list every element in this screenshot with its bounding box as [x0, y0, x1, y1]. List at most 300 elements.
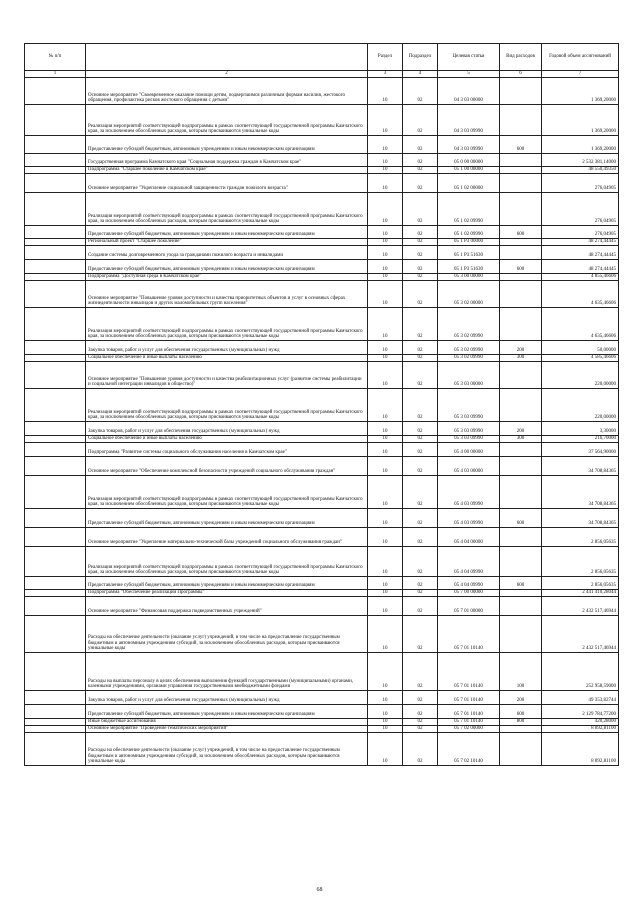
- cell-expense-type: [500, 239, 542, 246]
- cell-razdel: 10: [368, 226, 403, 239]
- cell-razdel: 10: [368, 105, 403, 136]
- cell-podrazdel: 02: [403, 547, 438, 577]
- cell-target: 05 1 P3 00000: [438, 239, 500, 246]
- cell-expense-type: [500, 105, 542, 136]
- cell-name: Основное мероприятие "Обеспечение комплексной безопасности учреждений социального обслуживания граждан": [86, 457, 368, 476]
- cell-expense-type: [500, 362, 542, 389]
- cell-razdel: 10: [368, 547, 403, 577]
- cell-target: 05 7 01 10140: [438, 691, 500, 705]
- cell-amount: 1 369,20000: [542, 78, 619, 105]
- cell-expense-type: [500, 308, 542, 341]
- cell-expense-type: 300: [500, 436, 542, 443]
- column-number: 6: [500, 71, 542, 78]
- cell-amount: 216,70000: [542, 436, 619, 443]
- cell-podrazdel: 02: [403, 719, 438, 726]
- cell-target: 05 1 P3 51630: [438, 260, 500, 274]
- cell-expense-type: [500, 597, 542, 616]
- cell-podrazdel: 02: [403, 174, 438, 193]
- table-row: [25, 389, 619, 422]
- table-row: [25, 260, 619, 274]
- cell-target: 05 1 00 00000: [438, 167, 500, 174]
- cell-razdel: 10: [368, 616, 403, 653]
- cell-target: 05 1 02 00000: [438, 174, 500, 193]
- cell-target: 05 3 02 09990: [438, 341, 500, 355]
- cell-number: [25, 167, 86, 174]
- cell-name: Основное мероприятие "Своевременное оказание помощи детям, подвергшимся различным формам насилия, жестокого обращения, профилактика рисков жестокого обращения с детьми": [86, 78, 368, 105]
- cell-name: Реализация мероприятий соответствующей подпрограммы в рамках соответствующей государственной программы Камчатского края, за исключением обособленных расходов, которым присваиваются уникальные коды: [86, 193, 368, 226]
- cell-podrazdel: 02: [403, 691, 438, 705]
- cell-name: Подпрограмма "Доступная среда в Камчатском крае": [86, 274, 368, 281]
- cell-number: [25, 154, 86, 167]
- cell-name: Основное мероприятие "Финансовая поддержка подведомственных учреждений": [86, 597, 368, 616]
- cell-number: [25, 457, 86, 476]
- cell-target: 05 4 04 09990: [438, 577, 500, 590]
- cell-name: Иные бюджетные ассигнования: [86, 719, 368, 726]
- cell-target: 05 7 00 00000: [438, 590, 500, 597]
- cell-name: Реализация мероприятий соответствующей подпрограммы в рамках соответствующей государственной программы Камчатского края, за исключением обособленных расходов, которым присваиваются уникальные коды: [86, 105, 368, 136]
- cell-amount: 3,30000: [542, 422, 619, 436]
- cell-number: [25, 509, 86, 528]
- table-row: [25, 726, 619, 733]
- cell-expense-type: [500, 547, 542, 577]
- cell-number: [25, 274, 86, 281]
- cell-number: [25, 362, 86, 389]
- cell-amount: 4 585,46606: [542, 355, 619, 362]
- cell-target: 05 3 03 09990: [438, 422, 500, 436]
- col-header-number: № п/п: [25, 44, 86, 71]
- table-row: [25, 528, 619, 547]
- cell-razdel: 10: [368, 389, 403, 422]
- cell-podrazdel: 02: [403, 422, 438, 436]
- table-row: [25, 167, 619, 174]
- cell-razdel: 10: [368, 193, 403, 226]
- cell-number: [25, 136, 86, 154]
- cell-razdel: 10: [368, 308, 403, 341]
- cell-target: 05 3 00 00000: [438, 274, 500, 281]
- table-row: [25, 355, 619, 362]
- cell-number: [25, 733, 86, 766]
- table-row: [25, 457, 619, 476]
- cell-podrazdel: 02: [403, 246, 438, 260]
- cell-amount: 2 856,05635: [542, 528, 619, 547]
- cell-name: Основное мероприятие "Повышение уровня доступности и качества приоритетных объектов и услуг в основных сферах жизнедеятельности инвалидов и других маломобильных групп населения": [86, 281, 368, 308]
- cell-amount: 2 432 517,46944: [542, 597, 619, 616]
- cell-razdel: 10: [368, 443, 403, 457]
- cell-name: Предоставление субсидий бюджетным, автономным учреждениям и иным некоммерческим организациям: [86, 136, 368, 154]
- cell-expense-type: 600: [500, 226, 542, 239]
- cell-name: Основное мероприятие "Проведение тематических мероприятий": [86, 726, 368, 733]
- cell-podrazdel: 02: [403, 239, 438, 246]
- cell-podrazdel: 02: [403, 733, 438, 766]
- table-row: [25, 509, 619, 528]
- cell-amount: 4 855,46606: [542, 274, 619, 281]
- cell-razdel: 10: [368, 341, 403, 355]
- table-row: [25, 281, 619, 308]
- cell-target: 05 7 01 10140: [438, 616, 500, 653]
- cell-podrazdel: 02: [403, 260, 438, 274]
- cell-expense-type: 600: [500, 260, 542, 274]
- cell-target: 05 1 02 09990: [438, 226, 500, 239]
- cell-razdel: 10: [368, 476, 403, 509]
- cell-podrazdel: 02: [403, 78, 438, 105]
- cell-expense-type: [500, 154, 542, 167]
- cell-name: Закупка товаров, работ и услуг для обеспечения государственных (муниципальных) нужд: [86, 341, 368, 355]
- table-row: [25, 136, 619, 154]
- column-number: 4: [403, 71, 438, 78]
- cell-razdel: 10: [368, 509, 403, 528]
- table-row: [25, 239, 619, 246]
- cell-target: 05 3 03 00000: [438, 362, 500, 389]
- cell-podrazdel: 02: [403, 355, 438, 362]
- cell-expense-type: 800: [500, 719, 542, 726]
- cell-razdel: 10: [368, 422, 403, 436]
- cell-razdel: 10: [368, 78, 403, 105]
- cell-podrazdel: 02: [403, 616, 438, 653]
- cell-razdel: 10: [368, 154, 403, 167]
- cell-amount: 34 708,84365: [542, 476, 619, 509]
- cell-name: Предоставление субсидий бюджетным, автономным учреждениям и иным некоммерческим организациям: [86, 577, 368, 590]
- cell-razdel: 10: [368, 597, 403, 616]
- cell-amount: 2 441 410,28044: [542, 590, 619, 597]
- cell-podrazdel: 02: [403, 590, 438, 597]
- cell-expense-type: [500, 281, 542, 308]
- cell-amount: 2 432 517,46944: [542, 616, 619, 653]
- cell-name: Создание системы долговременного ухода за гражданами пожилого возраста и инвалидами: [86, 246, 368, 260]
- cell-amount: 8 892,81100: [542, 733, 619, 766]
- cell-target: 05 4 00 00000: [438, 443, 500, 457]
- cell-razdel: 10: [368, 167, 403, 174]
- table-row: [25, 422, 619, 436]
- cell-podrazdel: 02: [403, 705, 438, 719]
- cell-amount: 48 274,44445: [542, 239, 619, 246]
- cell-target: 05 4 04 00000: [438, 528, 500, 547]
- budget-document: [24, 43, 618, 766]
- cell-expense-type: [500, 174, 542, 193]
- table-row: [25, 719, 619, 726]
- cell-amount: 420,28000: [542, 719, 619, 726]
- cell-name: Основное мероприятие "Укрепление материально-технической базы учреждений социального обслуживания граждан": [86, 528, 368, 547]
- cell-number: [25, 705, 86, 719]
- cell-razdel: 10: [368, 590, 403, 597]
- cell-amount: 34 708,84365: [542, 457, 619, 476]
- cell-podrazdel: 02: [403, 653, 438, 691]
- cell-amount: 34 708,84365: [542, 509, 619, 528]
- cell-podrazdel: 02: [403, 167, 438, 174]
- cell-number: [25, 281, 86, 308]
- table-row: [25, 362, 619, 389]
- cell-target: 05 1 P3 51630: [438, 246, 500, 260]
- cell-razdel: 10: [368, 733, 403, 766]
- col-header-podrazdel: Подраздел: [403, 44, 438, 71]
- cell-number: [25, 616, 86, 653]
- table-row: [25, 691, 619, 705]
- column-number: 1: [25, 71, 86, 78]
- table-row: [25, 274, 619, 281]
- cell-name: Реализация мероприятий соответствующей подпрограммы в рамках соответствующей государственной программы Камчатского края, за исключением обособленных расходов, которым присваиваются уникальные коды: [86, 476, 368, 509]
- cell-podrazdel: 02: [403, 105, 438, 136]
- col-header-target: Целевая статья: [438, 44, 500, 71]
- table-body: [25, 78, 619, 766]
- table-row: [25, 476, 619, 509]
- table-row: [25, 436, 619, 443]
- cell-target: 05 7 02 00000: [438, 726, 500, 733]
- table-row: [25, 547, 619, 577]
- table-row: [25, 590, 619, 597]
- cell-name: Государственная программа Камчатского края "Социальная поддержка граждан в Камчатском крае": [86, 154, 368, 167]
- cell-amount: 2 532 381,14000: [542, 154, 619, 167]
- cell-amount: 252 958,59000: [542, 653, 619, 691]
- cell-expense-type: [500, 193, 542, 226]
- cell-name: Подпрограмма "Обеспечение реализации Программы": [86, 590, 368, 597]
- cell-amount: 48 274,44445: [542, 260, 619, 274]
- cell-razdel: 10: [368, 274, 403, 281]
- cell-number: [25, 239, 86, 246]
- cell-expense-type: [500, 616, 542, 653]
- cell-name: Подпрограмма "Развитие системы социального обслуживания населения в Камчатском крае": [86, 443, 368, 457]
- cell-target: 05 3 02 09990: [438, 355, 500, 362]
- cell-target: 05 0 00 00000: [438, 154, 500, 167]
- cell-number: [25, 691, 86, 705]
- cell-razdel: 10: [368, 260, 403, 274]
- cell-expense-type: [500, 726, 542, 733]
- cell-expense-type: [500, 476, 542, 509]
- cell-expense-type: 600: [500, 577, 542, 590]
- cell-expense-type: 300: [500, 355, 542, 362]
- table-row: [25, 246, 619, 260]
- cell-razdel: 10: [368, 719, 403, 726]
- cell-podrazdel: 02: [403, 154, 438, 167]
- cell-razdel: 10: [368, 457, 403, 476]
- cell-target: 05 4 04 09990: [438, 547, 500, 577]
- cell-name: Реализация мероприятий соответствующей подпрограммы в рамках соответствующей государственной программы Камчатского края, за исключением обособленных расходов, которым присваиваются уникальные коды: [86, 389, 368, 422]
- cell-name: Социальное обеспечение и иные выплаты населению: [86, 436, 368, 443]
- cell-expense-type: 100: [500, 653, 542, 691]
- cell-target: 05 4 03 09990: [438, 509, 500, 528]
- cell-podrazdel: 02: [403, 389, 438, 422]
- cell-expense-type: 600: [500, 509, 542, 528]
- cell-target: 05 7 01 10140: [438, 719, 500, 726]
- cell-razdel: 10: [368, 136, 403, 154]
- cell-target: 05 7 01 00000: [438, 597, 500, 616]
- cell-number: [25, 389, 86, 422]
- table-row: [25, 443, 619, 457]
- cell-target: 04 3 03 00000: [438, 78, 500, 105]
- cell-name: Расходы на выплаты персоналу в целях обеспечения выполнения функций государственными (муниципальными) органами, казенными учреждениями, органами управления государственными внебюджетными фондами: [86, 653, 368, 691]
- cell-target: 04 3 03 09990: [438, 105, 500, 136]
- cell-number: [25, 174, 86, 193]
- cell-number: [25, 726, 86, 733]
- cell-podrazdel: 02: [403, 577, 438, 590]
- column-number-row: [25, 71, 619, 78]
- cell-expense-type: [500, 590, 542, 597]
- cell-amount: 2 856,05635: [542, 577, 619, 590]
- cell-number: [25, 436, 86, 443]
- table-row: [25, 705, 619, 719]
- cell-name: Предоставление субсидий бюджетным, автономным учреждениям и иным некоммерческим организациям: [86, 509, 368, 528]
- table-row: [25, 733, 619, 766]
- cell-amount: 2 129 784,77200: [542, 705, 619, 719]
- cell-amount: 48 550,49350: [542, 167, 619, 174]
- cell-amount: 1 369,20000: [542, 105, 619, 136]
- cell-number: [25, 653, 86, 691]
- cell-podrazdel: 02: [403, 509, 438, 528]
- cell-amount: 1 369,20000: [542, 136, 619, 154]
- cell-razdel: 10: [368, 653, 403, 691]
- table-row: [25, 78, 619, 105]
- cell-expense-type: [500, 733, 542, 766]
- table-row: [25, 653, 619, 691]
- col-header-expense-type: Вид расходов: [500, 44, 542, 71]
- cell-amount: 220,00000: [542, 389, 619, 422]
- cell-target: 05 7 01 10140: [438, 653, 500, 691]
- cell-number: [25, 528, 86, 547]
- cell-podrazdel: 02: [403, 443, 438, 457]
- table-row: [25, 341, 619, 355]
- cell-number: [25, 547, 86, 577]
- budget-table: [24, 43, 619, 766]
- cell-expense-type: [500, 389, 542, 422]
- cell-podrazdel: 02: [403, 528, 438, 547]
- col-header-name: [86, 44, 368, 71]
- cell-podrazdel: 02: [403, 457, 438, 476]
- cell-expense-type: 200: [500, 422, 542, 436]
- cell-name: Расходы на обеспечение деятельности (оказание услуг) учреждений, в том числе на предоставление государственным бюджетным и автономным учреждениям субсидий, за исключением обособленных расходов, которым присваиваются уникальные коды: [86, 616, 368, 653]
- cell-razdel: 10: [368, 691, 403, 705]
- cell-amount: 276,04905: [542, 174, 619, 193]
- cell-amount: 49 353,82744: [542, 691, 619, 705]
- table-row: [25, 154, 619, 167]
- cell-expense-type: 200: [500, 341, 542, 355]
- cell-razdel: 10: [368, 362, 403, 389]
- table-row: [25, 174, 619, 193]
- cell-expense-type: [500, 457, 542, 476]
- cell-razdel: 10: [368, 281, 403, 308]
- cell-expense-type: [500, 167, 542, 174]
- cell-amount: 4 635,46606: [542, 281, 619, 308]
- cell-podrazdel: 02: [403, 193, 438, 226]
- cell-number: [25, 341, 86, 355]
- cell-amount: 8 892,81100: [542, 726, 619, 733]
- cell-target: 05 3 02 09990: [438, 308, 500, 341]
- cell-name: Подпрограмма "Старшее поколение в Камчатском крае": [86, 167, 368, 174]
- cell-name: Расходы на обеспечение деятельности (оказание услуг) учреждений, в том числе на предоставление государственным бюджетным и автономным учреждениям субсидий, за исключением обособленных расходов, которым присваиваются уникальные коды: [86, 733, 368, 766]
- cell-amount: 37 564,90000: [542, 443, 619, 457]
- cell-podrazdel: 02: [403, 281, 438, 308]
- cell-number: [25, 597, 86, 616]
- cell-podrazdel: 02: [403, 362, 438, 389]
- cell-name: Социальное обеспечение и иные выплаты населению: [86, 355, 368, 362]
- cell-target: 05 4 03 09990: [438, 476, 500, 509]
- cell-name: Основное мероприятие "Повышение уровня доступности и качества реабилитационных услуг (развитие системы реабилитации и социальной интеграции инвалидов в общество)": [86, 362, 368, 389]
- cell-target: 05 3 03 09990: [438, 389, 500, 422]
- cell-expense-type: 200: [500, 691, 542, 705]
- cell-name: Региональный проект "Старшее поколение": [86, 239, 368, 246]
- cell-number: [25, 78, 86, 105]
- col-header-razdel: Раздел: [368, 44, 403, 71]
- cell-target: 05 3 02 00000: [438, 281, 500, 308]
- cell-target: 05 7 02 10140: [438, 733, 500, 766]
- cell-number: [25, 443, 86, 457]
- column-number: 3: [368, 71, 403, 78]
- cell-name: Реализация мероприятий соответствующей подпрограммы в рамках соответствующей государственной программы Камчатского края, за исключением обособленных расходов, которым присваиваются уникальные коды: [86, 547, 368, 577]
- cell-name: Предоставление субсидий бюджетным, автономным учреждениям и иным некоммерческим организациям: [86, 260, 368, 274]
- table-row: [25, 193, 619, 226]
- cell-number: [25, 246, 86, 260]
- cell-podrazdel: 02: [403, 226, 438, 239]
- column-number: 2: [86, 71, 368, 78]
- cell-name: Закупка товаров, работ и услуг для обеспечения государственных (муниципальных) нужд: [86, 691, 368, 705]
- cell-podrazdel: 02: [403, 476, 438, 509]
- cell-razdel: 10: [368, 705, 403, 719]
- cell-podrazdel: 02: [403, 726, 438, 733]
- cell-podrazdel: 02: [403, 436, 438, 443]
- cell-amount: 276,04905: [542, 193, 619, 226]
- table-row: [25, 105, 619, 136]
- cell-podrazdel: 02: [403, 136, 438, 154]
- cell-number: [25, 590, 86, 597]
- cell-razdel: 10: [368, 436, 403, 443]
- cell-number: [25, 577, 86, 590]
- table-row: [25, 308, 619, 341]
- table-row: [25, 616, 619, 653]
- cell-podrazdel: 02: [403, 308, 438, 341]
- column-number: 5: [438, 71, 500, 78]
- cell-razdel: 10: [368, 239, 403, 246]
- cell-name: Предоставление субсидий бюджетным, автономным учреждениям и иным некоммерческим организациям: [86, 226, 368, 239]
- cell-expense-type: [500, 528, 542, 547]
- page-number: 68: [316, 887, 323, 893]
- cell-number: [25, 719, 86, 726]
- cell-name: Предоставление субсидий бюджетным, автономным учреждениям и иным некоммерческим организациям: [86, 705, 368, 719]
- cell-expense-type: [500, 78, 542, 105]
- table-row: [25, 577, 619, 590]
- cell-number: [25, 193, 86, 226]
- table-row: [25, 597, 619, 616]
- cell-razdel: 10: [368, 174, 403, 193]
- cell-expense-type: [500, 246, 542, 260]
- cell-podrazdel: 02: [403, 597, 438, 616]
- cell-amount: 4 635,46606: [542, 308, 619, 341]
- cell-target: 05 1 02 09990: [438, 193, 500, 226]
- cell-amount: 50,00000: [542, 341, 619, 355]
- cell-razdel: 10: [368, 726, 403, 733]
- column-number: 7: [542, 71, 619, 78]
- col-header-amount: Годовой объем ассигнований: [542, 44, 619, 71]
- cell-number: [25, 476, 86, 509]
- cell-podrazdel: 02: [403, 274, 438, 281]
- cell-razdel: 10: [368, 528, 403, 547]
- cell-number: [25, 308, 86, 341]
- cell-target: 05 4 03 00000: [438, 457, 500, 476]
- cell-razdel: 10: [368, 577, 403, 590]
- cell-amount: 48 274,44445: [542, 246, 619, 260]
- cell-target: 05 3 03 09990: [438, 436, 500, 443]
- table-header-row: [25, 44, 619, 71]
- cell-expense-type: [500, 274, 542, 281]
- cell-expense-type: 600: [500, 136, 542, 154]
- cell-razdel: 10: [368, 246, 403, 260]
- cell-razdel: 10: [368, 355, 403, 362]
- cell-amount: 220,00000: [542, 362, 619, 389]
- cell-amount: 2 856,05635: [542, 547, 619, 577]
- cell-target: 05 7 01 10140: [438, 705, 500, 719]
- cell-expense-type: 600: [500, 705, 542, 719]
- cell-number: [25, 355, 86, 362]
- cell-name: Основное мероприятие "Укрепление социальной защищенности граждан пожилого возраста": [86, 174, 368, 193]
- cell-number: [25, 422, 86, 436]
- cell-name: Реализация мероприятий соответствующей подпрограммы в рамках соответствующей государственной программы Камчатского края, за исключением обособленных расходов, которым присваиваются уникальные коды: [86, 308, 368, 341]
- table-row: [25, 226, 619, 239]
